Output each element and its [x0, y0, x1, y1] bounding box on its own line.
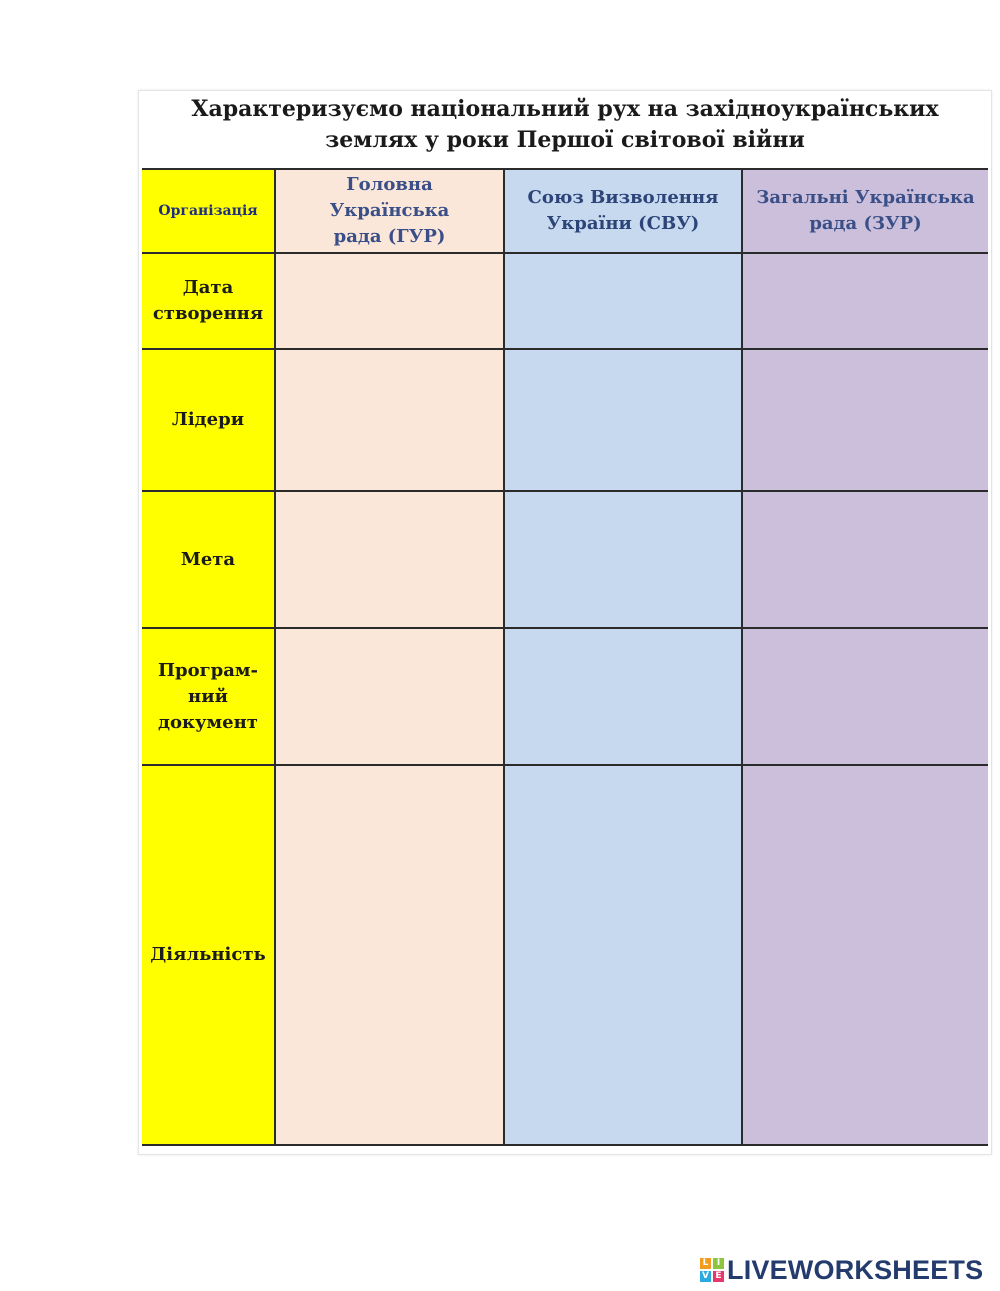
row-header-program-document-line3: документ	[158, 711, 258, 733]
logo-letter-i: I	[713, 1258, 724, 1269]
row-header-program-document	[142, 629, 276, 766]
title-line-1: Характеризуємо національний рух на західноукраїнських	[191, 96, 939, 122]
answer-cell-zur-goal[interactable]	[743, 492, 988, 629]
column-header-gur-line1: Головна Українська	[329, 174, 450, 221]
answer-cell-zur-program-document[interactable]	[743, 629, 988, 766]
logo-letter-v: V	[700, 1271, 711, 1282]
live-letters-icon	[700, 1258, 724, 1282]
column-header-svu-line1: Союз Визволення	[527, 187, 719, 208]
answer-cell-zur-leaders[interactable]	[743, 350, 988, 492]
row-header-leaders-label: Лідери	[171, 409, 245, 430]
column-header-gur-line2: рада (ГУР)	[333, 226, 446, 247]
answer-cell-svu-program-document[interactable]	[505, 629, 743, 766]
logo-text: LIVEWORKSHEETS	[727, 1254, 984, 1285]
row-header-program-document-line1: Програм-	[158, 659, 258, 681]
answer-cell-svu-activity[interactable]	[505, 766, 743, 1146]
row-header-creation-date-line2: створення	[152, 303, 264, 324]
corner-header-label: Організація	[158, 203, 258, 219]
logo-letter-l: L	[700, 1258, 711, 1269]
column-header-svu-line2: України (СВУ)	[546, 213, 700, 234]
answer-cell-gur-program-document[interactable]	[276, 629, 505, 766]
answer-cell-svu-goal[interactable]	[505, 492, 743, 629]
row-header-activity	[142, 766, 276, 1146]
answer-cell-svu-creation-date[interactable]	[505, 254, 743, 350]
corner-header	[142, 170, 276, 254]
row-header-creation-date-line1: Дата	[182, 277, 234, 298]
column-header-gur	[276, 170, 505, 254]
row-header-creation-date	[142, 254, 276, 350]
title-line-2: землях у роки Першої світової війни	[325, 127, 805, 153]
answer-cell-svu-leaders[interactable]	[505, 350, 743, 492]
answer-cell-gur-activity[interactable]	[276, 766, 505, 1146]
logo-letter-e: E	[713, 1271, 724, 1282]
row-header-activity-label: Діяльність	[150, 944, 266, 965]
column-header-zur	[743, 170, 988, 254]
answer-cell-zur-creation-date[interactable]	[743, 254, 988, 350]
answer-cell-gur-goal[interactable]	[276, 492, 505, 629]
row-header-goal	[142, 492, 276, 629]
column-header-zur-line2: рада (ЗУР)	[809, 213, 922, 234]
worksheet-title	[142, 92, 988, 168]
column-header-svu	[505, 170, 743, 254]
answer-cell-gur-leaders[interactable]	[276, 350, 505, 492]
organizations-table	[142, 168, 988, 1144]
answer-cell-gur-creation-date[interactable]	[276, 254, 505, 350]
answer-cell-zur-activity[interactable]	[743, 766, 988, 1146]
row-header-program-document-line2: ний	[188, 685, 228, 707]
row-header-goal-label: Мета	[180, 548, 236, 570]
row-header-leaders	[142, 350, 276, 492]
liveworksheets-logo[interactable]	[700, 1256, 983, 1284]
column-header-zur-line1: Загальні Українська	[756, 187, 975, 208]
